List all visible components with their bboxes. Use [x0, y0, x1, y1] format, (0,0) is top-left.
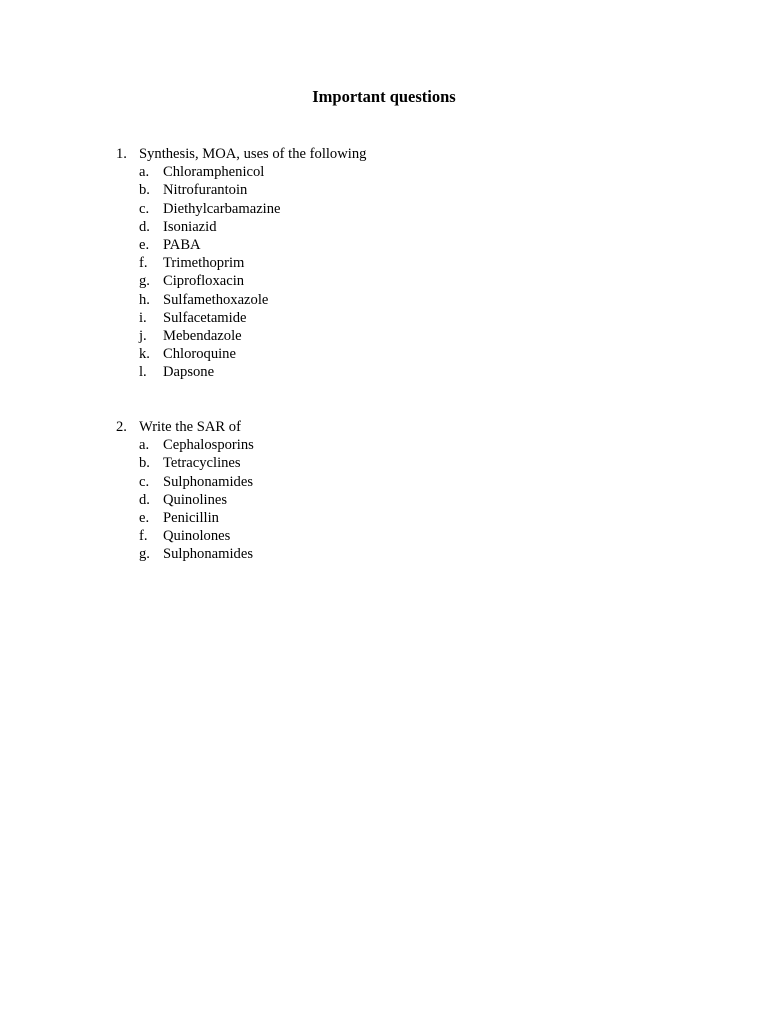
list-item-text: Penicillin: [163, 509, 219, 526]
question-2-sublist: [116, 436, 254, 563]
list-item-text: Mebendazole: [163, 327, 242, 344]
question-1-sublist: [116, 163, 366, 381]
list-item: [116, 473, 254, 491]
list-item: [116, 236, 366, 254]
question-text: Synthesis, MOA, uses of the following: [139, 146, 367, 162]
page-title: Important questions: [312, 87, 456, 106]
list-item-text: Sulphonamides: [163, 546, 253, 563]
list-item-text: Dapsone: [163, 364, 215, 381]
question-1-heading: [116, 145, 366, 163]
list-item-text: Chloroquine: [163, 346, 236, 363]
list-item-letter: d.: [139, 491, 150, 508]
list-item-letter: d.: [139, 218, 150, 235]
list-item-letter: e.: [139, 509, 150, 526]
list-item: [116, 163, 366, 181]
list-item-letter: g.: [139, 273, 150, 290]
list-item-letter: k.: [139, 346, 150, 363]
list-item-text: Tetracyclines: [163, 455, 241, 472]
question-2: [116, 418, 254, 564]
list-item: [116, 272, 366, 290]
list-item-letter: e.: [139, 236, 150, 253]
list-item-letter: b.: [139, 455, 150, 472]
list-item: [116, 309, 366, 327]
list-item-letter: g.: [139, 546, 150, 563]
list-item-letter: f.: [139, 255, 148, 272]
list-item-text: Cephalosporins: [163, 437, 254, 454]
list-item: [116, 345, 366, 363]
list-item-text: Ciprofloxacin: [163, 273, 245, 290]
list-item: [116, 200, 366, 218]
question-1: [116, 145, 366, 381]
list-item-text: Sulphonamides: [163, 473, 253, 490]
list-item: [116, 218, 366, 236]
list-item-text: Isoniazid: [163, 218, 217, 235]
list-item-letter: l.: [139, 364, 147, 381]
list-item-letter: i.: [139, 309, 147, 326]
question-text: Write the SAR of: [139, 419, 241, 435]
list-item-letter: c.: [139, 200, 150, 217]
list-item-letter: h.: [139, 291, 150, 308]
list-item: [116, 545, 254, 563]
list-item-text: Sulfacetamide: [163, 309, 247, 326]
list-item: [116, 491, 254, 509]
list-item: [116, 436, 254, 454]
question-number: 1.: [116, 146, 127, 162]
list-item-text: Trimethoprim: [163, 255, 245, 272]
list-item-letter: b.: [139, 182, 150, 199]
list-item-text: Chloramphenicol: [163, 164, 265, 181]
question-2-heading: [116, 418, 254, 436]
list-item-text: Diethylcarbamazine: [163, 200, 281, 217]
question-number: 2.: [116, 419, 127, 435]
list-item-text: Sulfamethoxazole: [163, 291, 269, 308]
list-item: [116, 327, 366, 345]
list-item-letter: j.: [139, 327, 147, 344]
list-item: [116, 291, 366, 309]
list-item-text: PABA: [163, 236, 201, 253]
list-item-letter: c.: [139, 473, 150, 490]
list-item-letter: f.: [139, 528, 148, 545]
list-item: [116, 181, 366, 199]
list-item-text: Nitrofurantoin: [163, 182, 248, 199]
list-item: [116, 527, 254, 545]
list-item: [116, 509, 254, 527]
list-item: [116, 254, 366, 272]
list-item-letter: a.: [139, 164, 150, 181]
list-item: [116, 363, 366, 381]
list-item-letter: a.: [139, 437, 150, 454]
list-item-text: Quinolines: [163, 491, 228, 508]
list-item: [116, 454, 254, 472]
list-item-text: Quinolones: [163, 528, 231, 545]
